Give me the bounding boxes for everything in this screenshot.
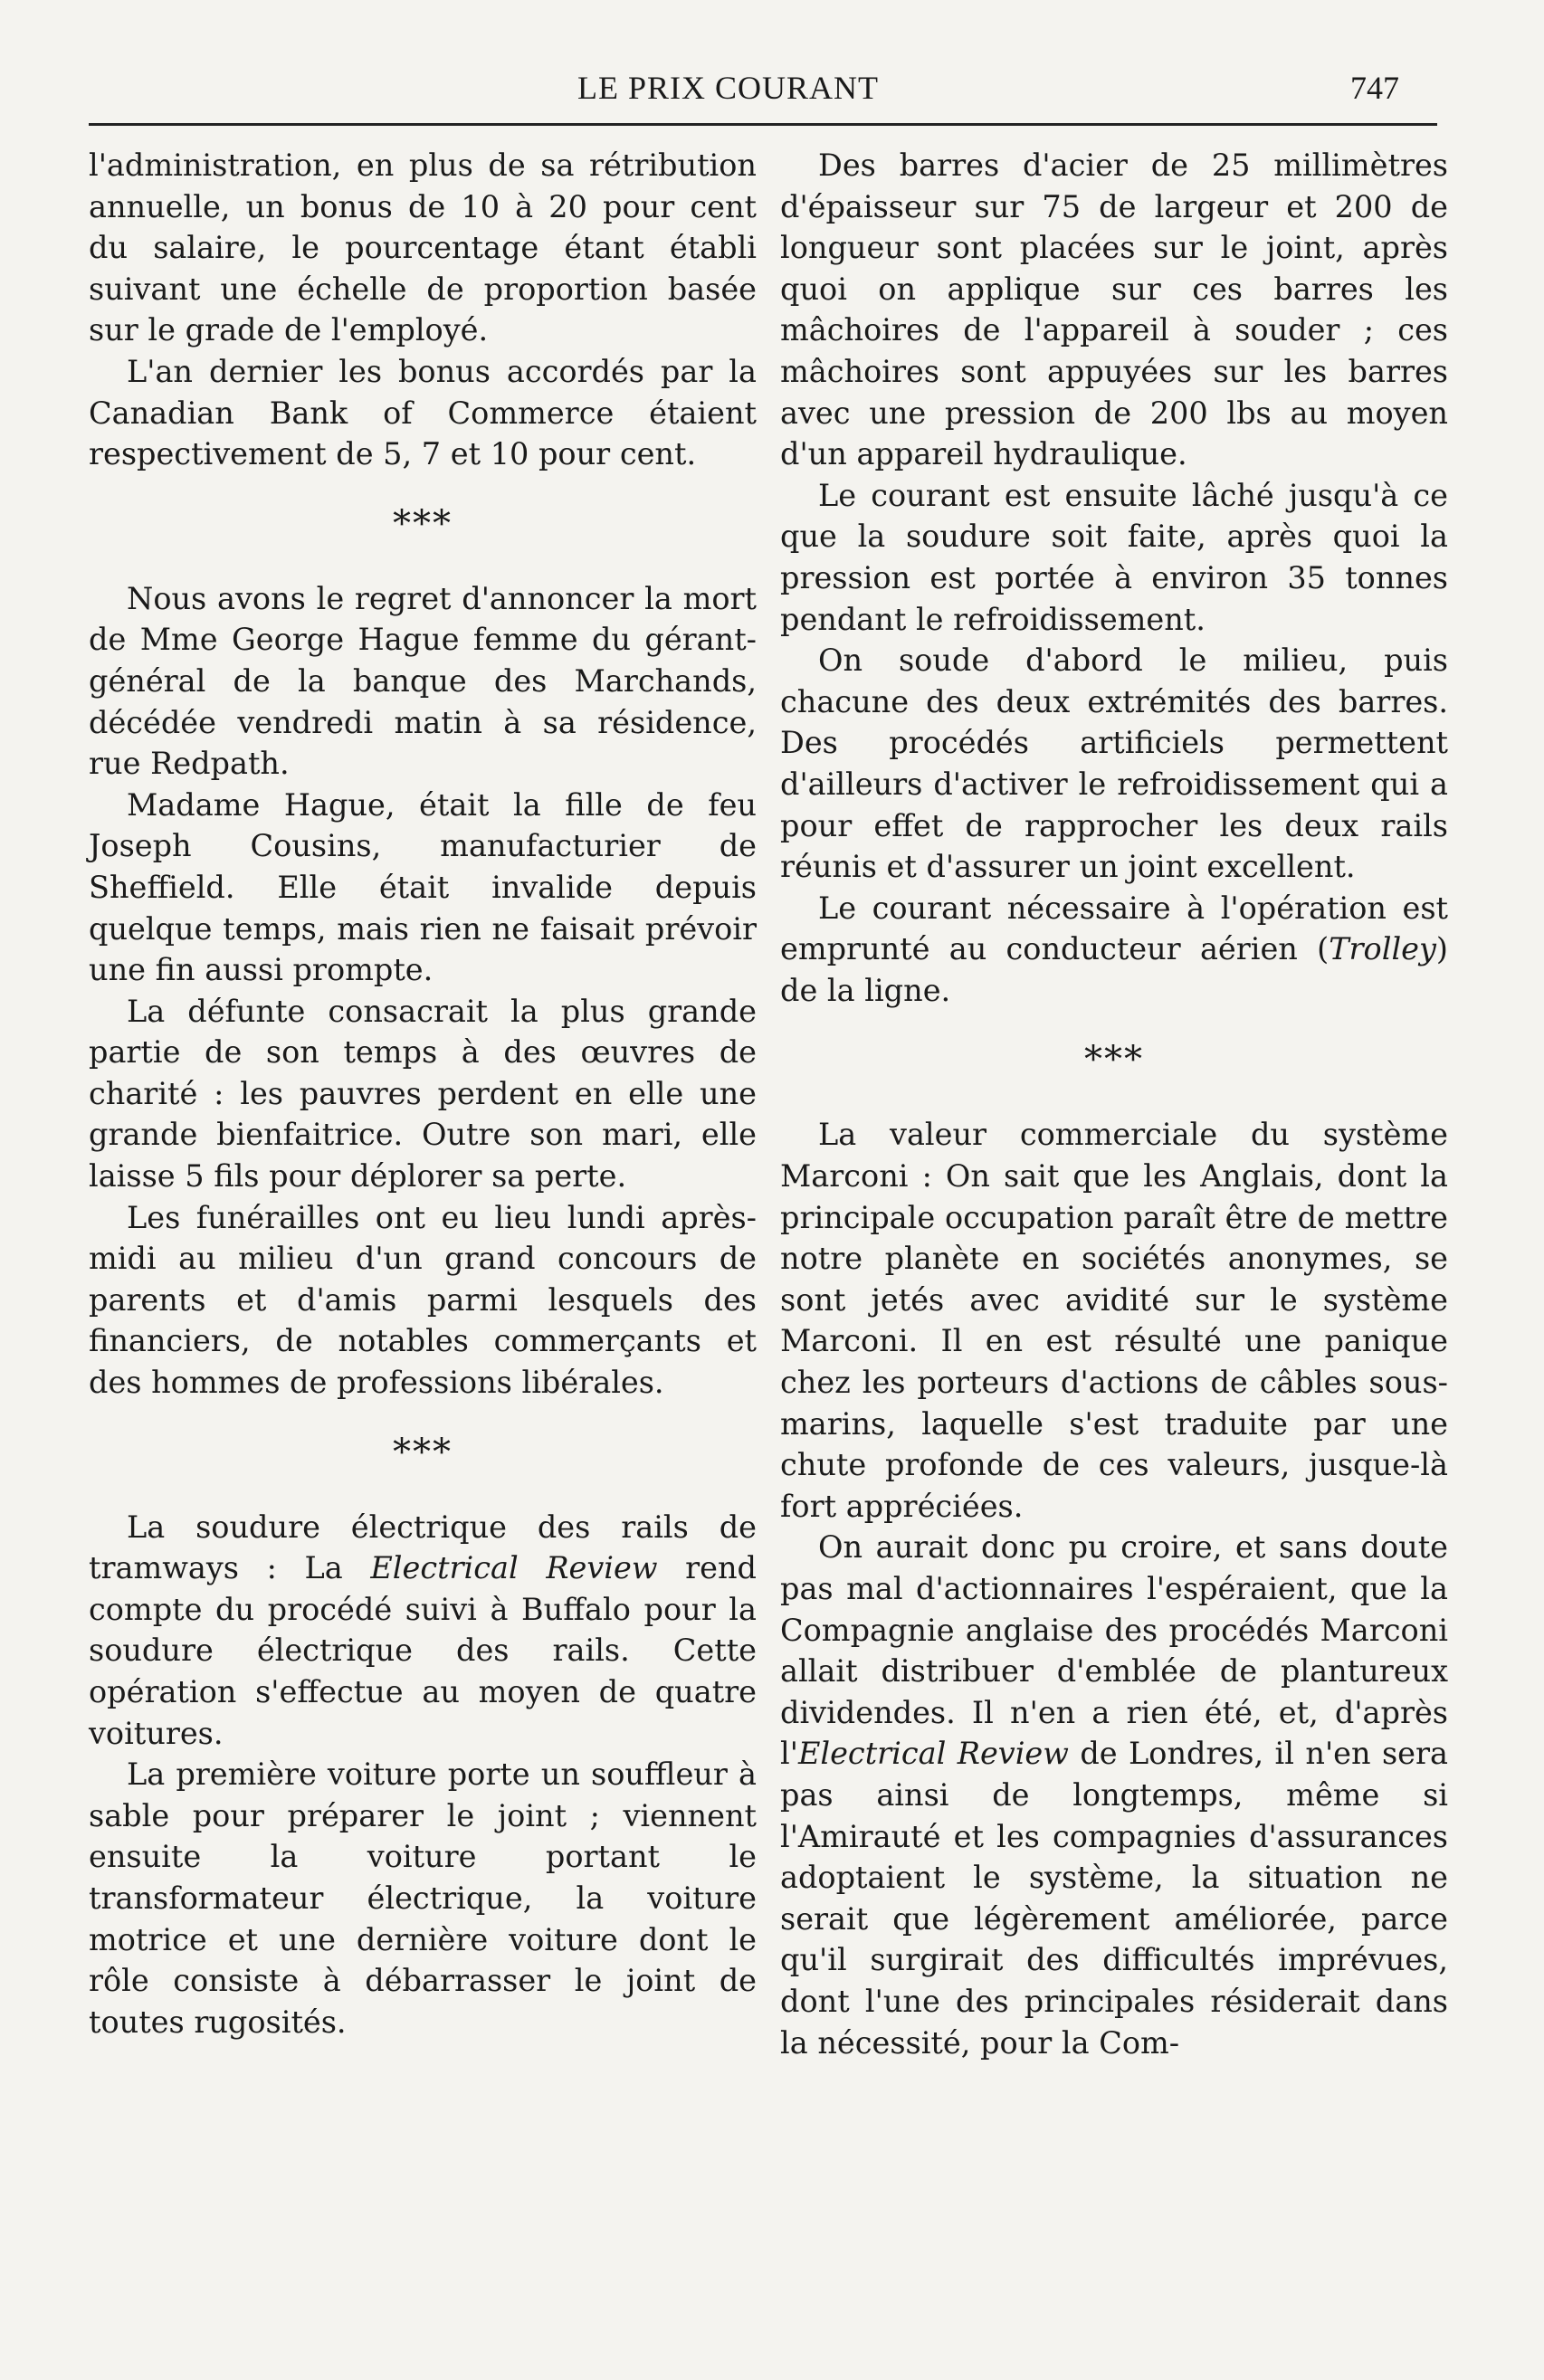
paragraph: L'an dernier les bonus accordés par la Canadian Bank of Commerce étaient respectivement de 5, 7 et 10 pour cent. — [89, 353, 757, 472]
italic-term: Trolley — [1329, 931, 1436, 967]
paragraph: Le courant est ensuite lâché jusqu'à ce que la soudure soit faite, après quoi la pression est portée à environ 35 tonnes pendant le refroidissement. — [780, 477, 1448, 637]
paragraph: Des barres d'acier de 25 millimètres d'épaisseur sur 75 de largeur et 200 de longueur sont placées sur le joint, après quoi on applique sur ces barres les mâchoires de l'appareil à souder ; ces mâchoires sont appuyées sur les barres avec une pression de 200 lbs au moyen d'un appareil hydraulique. — [780, 148, 1448, 472]
text-run: La soudure électrique des rails de tramways : La — [89, 1509, 757, 1586]
text-run: Le courant nécessaire à l'opération est emprunté au conducteur aérien ( — [780, 890, 1448, 967]
paragraph — [780, 888, 1448, 1012]
paragraph: On soude d'abord le milieu, puis chacune des deux extrémités des barres. Des procédés artificiels permettent d'ailleurs d'activer le refroidissement qui a pour effet de rapprocher les deux rails réunis et d'assurer un joint excellent. — [780, 643, 1448, 885]
left-column — [89, 145, 757, 2042]
asterism-separator: *** — [393, 502, 453, 545]
paragraph: l'administration, en plus de sa rétribution annuelle, un bonus de 10 à 20 pour cent du salaire, le pourcentage étant établi suivant une échelle de proportion basée sur le grade de l'employé. — [89, 148, 757, 348]
journal-title: Electrical Review — [370, 1550, 658, 1586]
right-column — [780, 145, 1448, 2063]
journal-title: Electrical Review — [797, 1736, 1069, 1772]
page-number: 747 — [1350, 70, 1399, 106]
paragraph: La valeur commerciale du système Marconi : On sait que les Anglais, dont la principale occupation paraît être de mettre notre planète en sociétés anonymes, se sont jetés avec avidité sur le système Marconi. Il en est résulté une panique chez les porteurs d'actions de câbles sous-marins, laquelle s'est traduite par une chute profonde de ces valeurs, jusque-là fort appréciées. — [780, 1117, 1448, 1524]
paragraph: Madame Hague, était la fille de feu Joseph Cousins, manufacturier de Sheffield. Elle était invalide depuis quelque temps, mais rien ne faisait prévoir une fin aussi prompte. — [89, 786, 757, 988]
text-run: On aurait donc pu croire, et sans doute pas mal d'actionnaires l'espéraient, que la Compagnie anglaise des procédés Marconi allait distribuer d'emblée de plantureux dividendes. Il n'en a rien été, et, d'après l' — [780, 1529, 1448, 1772]
paragraph — [89, 1507, 757, 1755]
paragraph: Nous avons le regret d'annoncer la mort de Mme George Hague femme du gérant-général de la banque des Marchands, décédée vendredi matin à sa résidence, rue Redpath. — [89, 580, 757, 782]
paragraph: Les funérailles ont eu lieu lundi après-midi au milieu d'un grand concours de parents et d'amis parmi lesquels des financiers, de notables commerçants et des hommes de professions libérales. — [89, 1199, 757, 1401]
page-header — [89, 60, 1437, 123]
text-run: rend compte du procédé suivi à Buffalo pour la soudure électrique des rails. Cette opération s'effectue au moyen de quatre voitures. — [89, 1550, 758, 1751]
asterism-separator: *** — [1084, 1039, 1144, 1081]
asterism-separator: *** — [393, 1431, 453, 1473]
header-rule — [89, 123, 1437, 126]
paragraph: La défunte consacrait la plus grande partie de son temps à des œuvres de charité : les pauvres perdent en elle une grande bienfaitrice. Outre son mari, elle laisse 5 fils pour déplorer sa perte. — [89, 993, 757, 1195]
paragraph — [780, 1527, 1448, 2063]
text-run: ) de la ligne. — [780, 931, 1448, 1008]
paragraph: La première voiture porte un souffleur à sable pour préparer le joint ; viennent ensuite la voiture portant le transformateur électrique, la voiture motrice et une dernière voiture dont le rôle consiste à débarrasser le joint de toutes rugosités. — [89, 1756, 757, 2040]
text-run: de Londres, il n'en sera pas ainsi de longtemps, même si l'Amirauté et les compagnies d'assurances adoptaient le système, la situation ne serait que légèrement améliorée, parce qu'il surgirait des difficultés imprévues, dont l'une des principales résiderait dans la nécessité, pour la Com- — [780, 1736, 1448, 2061]
running-title: LE PRIX COURANT — [577, 70, 880, 106]
